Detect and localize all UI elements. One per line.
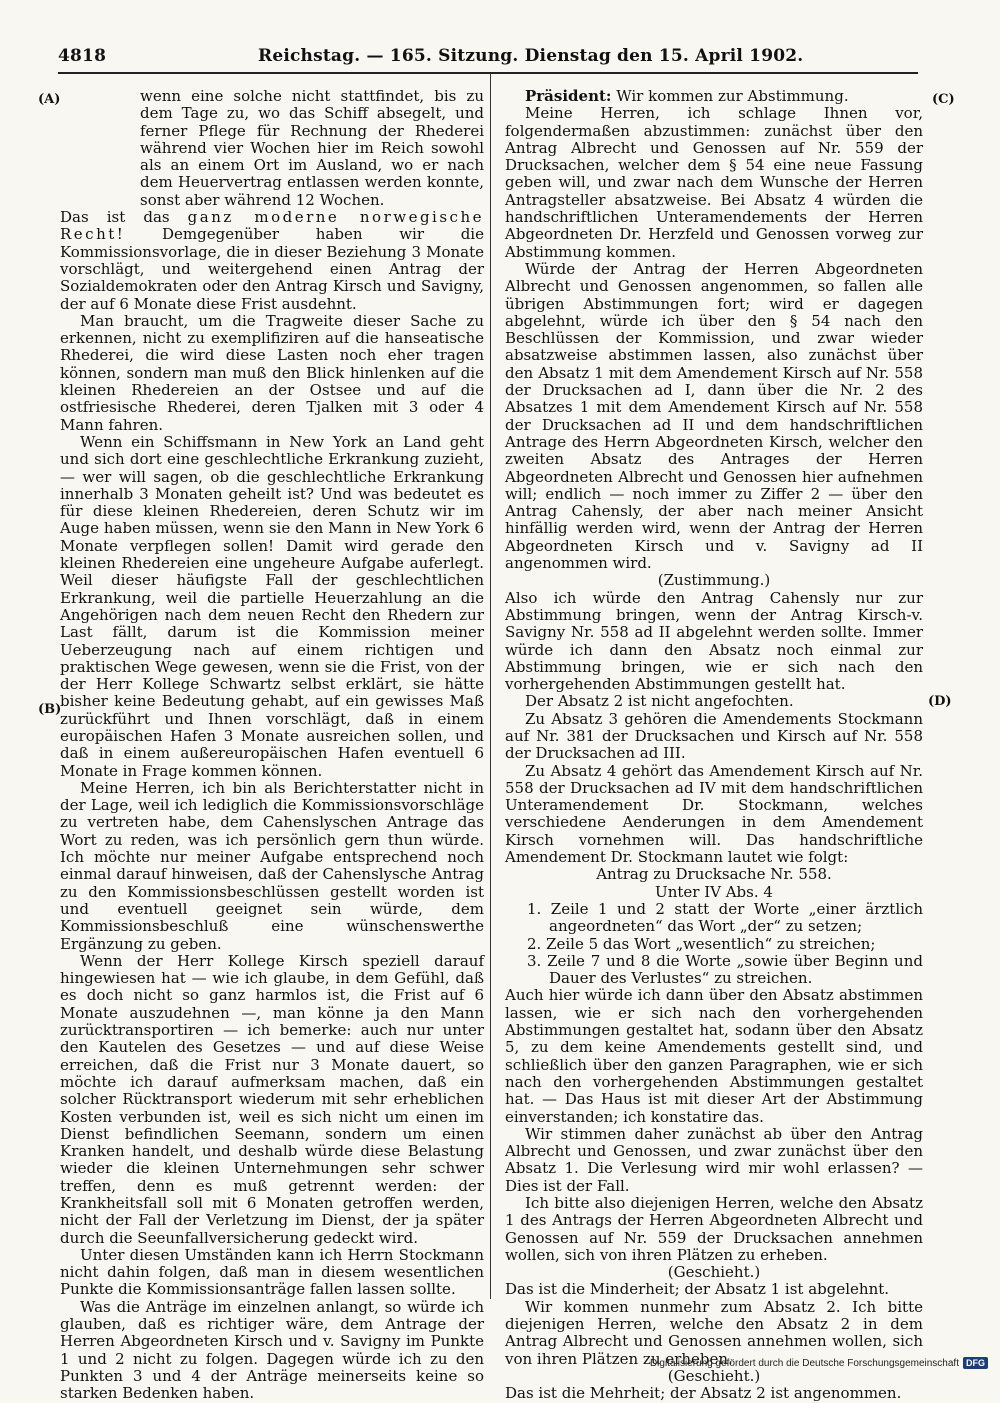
amendment-heading: Antrag zu Drucksache Nr. 558. xyxy=(596,865,832,884)
left-column xyxy=(60,88,484,1403)
running-title: Reichstag. — 165. Sitzung. Dienstag den 15. April 1902. xyxy=(258,46,804,66)
paragraph: Wir stimmen daher zunächst ab über den Antrag Albrecht und Genossen, und zwar zunächst über den Absatz 1. Die Verlesung wird mir wohl erlassen? — Dies ist der Fall. xyxy=(505,1124,923,1195)
paragraph: Unter diesen Umständen kann ich Herrn Stockmann nicht dahin folgen, daß man in diesem wesentlichen Punkte die Kommissionsanträge fallen lassen sollte. xyxy=(60,1245,484,1299)
credit-text: Digitalisierung gefördert durch die Deutsche Forschungsgemeinschaft xyxy=(649,1357,959,1369)
right-column xyxy=(505,88,923,1403)
margin-marker-a: (A) xyxy=(38,92,61,107)
column-divider xyxy=(490,74,491,1299)
quoted-law-text: wenn eine solche nicht stattfindet, bis zu dem Tage zu, wo das Schiff absegelt, und ferner Pflege für Rechnung der Rhederei während vier Wochen hier im Reich sowohl als an einem Ort im Ausland, wo er nach dem Heuervertrag entlassen werden konnte, sonst aber während 12 Wochen. xyxy=(140,87,484,209)
paragraph: Wenn der Herr Kollege Kirsch speziell darauf hingewiesen hat — wie ich glaube, in dem Gefühl, daß es doch nicht so ganz harmlos ist, die Frist auf 6 Monate auszudehnen —, man könne ja den Mann zurücktransportiren — ich bemerke: auch nur unter den Kautelen des Gesetzes — und auf diese Weise erreichen, daß die Frist nur 3 Monate dauert, so möchte ich darauf aufmerksam machen, daß ein solcher Rücktransport wiederum mit sehr erheblichen Kosten verbunden ist, weil es sich nicht um einen im Dienst befindlichen Seemann, sondern um einen Kranken handelt, und deshalb würde diese Belastung wieder die kleinen Unternehmungen sehr schwer treffen, denn es muß getrennt werden: der Krankheitsfall soll mit 6 Monaten getroffen werden, nicht der Fall der Verletzung im Dienst, der ja später durch die Seeunfallversicherung gedeckt wird. xyxy=(60,951,484,1247)
paragraph: Was die Anträge im einzelnen anlangt, so würde ich glauben, daß es richtiger wäre, dem Antrage der Herren Abgeordneten Kirsch und v. Savigny im Punkte 1 und 2 nicht zu folgen. Dagegen würde ich zu den Punkten 3 und 4 der Anträge meinerseits keine so starken Bedenken haben. xyxy=(60,1297,484,1403)
paragraph: Ich bitte also diejenigen Herren, welche den Absatz 1 des Antrags der Herren Abgeordneten Albrecht und Genossen auf Nr. 559 der Drucksachen annehmen wollen, sich von ihren Plätzen zu erheben. xyxy=(505,1194,923,1264)
margin-marker-d: (D) xyxy=(928,694,952,709)
paragraph xyxy=(60,209,484,313)
paragraph: Zu Absatz 4 gehört das Amendement Kirsch auf Nr. 558 der Drucksachen ad IV mit dem handschriftlichen Unteramendement Dr. Stockmann, welches verschiedene Aenderungen in dem Amendement Kirsch vornehmen will. Das handschriftliche Amendement Dr. Stockmann lautet wie folgt: xyxy=(505,761,923,867)
paragraph: Wenn ein Schiffsmann in New York an Land geht und sich dort eine geschlechtliche Erkrankung zuzieht, — wer will sagen, ob die geschlechtliche Erkrankung innerhalb 3 Monaten geheilt ist? Und was bedeutet es für diese kleinen Rhedereien, deren Schutz wir im Auge haben müssen, wenn sie den Mann in New York 6 Monate verpflegen sollen! Damit wird gerade den kleinen Rhedereien eine ungeheure Aufgabe auferlegt. Weil dieser häufigste Fall der geschlechtlichen Erkrankung, weil die partielle Heuerzahlung an die Angehörigen nach dem neuen Recht den Rhedern zur Last fällt, darum ist die Kommission meiner Ueberzeugung nach auf einem richtigen und praktischen Wege gewesen, wenn sie die Frist, von der der Herr Kollege Schwartz selbst erklärt, sie hätte bisher keine Bedeutung gehabt, auf ein gewisses Maß zurückführt und Ihnen vorschlägt, daß in einem europäischen Hafen 3 Monate ausreichen sollen, und daß in einem außereuropäischen Hafen eventuell 6 Monate in Frage kommen können. xyxy=(60,432,484,780)
speaker-name: Präsident: xyxy=(525,87,612,105)
amendment-item: 1. Zeile 1 und 2 statt der Worte „einer ärztlich angeordneten“ das Wort „der“ zu setzen; xyxy=(527,899,923,936)
page-number: 4818 xyxy=(58,46,107,66)
interjection: (Geschieht.) xyxy=(667,1366,761,1385)
dfg-logo: DFG xyxy=(963,1357,988,1369)
margin-marker-c: (C) xyxy=(932,92,955,107)
text-run: Wir kommen zur Abstimmung. xyxy=(611,87,849,105)
interjection: (Geschieht.) xyxy=(667,1263,761,1282)
paragraph: Wir kommen nunmehr zum Absatz 2. Ich bitte diejenigen Herren, welche den Absatz 2 in dem Antrag Albrecht und Genossen annehmen wollen, sich von ihren Plätzen zu erheben. xyxy=(505,1297,923,1368)
text-run: Das ist das xyxy=(60,208,170,227)
page-header xyxy=(58,44,918,70)
paragraph: Der Absatz 2 ist nicht angefochten. xyxy=(525,692,794,711)
paragraph: Auch hier würde ich dann über den Absatz abstimmen lassen, wie er sich nach den vorhergehenden Abstimmungen gestaltet hat, sodann über den Absatz 5, zu dem keine Amendements gestellt sind, und schließlich über den ganzen Paragraphen, wie er sich nach den vorhergehenden Abstimmungen gestaltet hat. — Das Haus ist mit dieser Art der Abstimmung einverstanden; ich konstatire das. xyxy=(505,986,923,1126)
paragraph: Also ich würde den Antrag Cahensly nur zur Abstimmung bringen, wenn der Antrag Kirsch-v. Savigny Nr. 558 ad II abgelehnt werden sollte. Immer würde ich dann den Absatz noch einmal zur Abstimmung bringen, wie er sich nach den vorhergehenden Abstimmungen gestellt hat. xyxy=(505,588,923,694)
paragraph: Zu Absatz 3 gehören die Amendements Stockmann auf Nr. 381 der Drucksachen und Kirsch auf Nr. 558 der Drucksachen ad III. xyxy=(505,709,923,763)
paragraph: Man braucht, um die Tragweite dieser Sache zu erkennen, nicht zu exemplifiziren auf die hanseatische Rhederei, die wird diese Lasten noch eher tragen können, sondern man muß den Blick hinlenken auf die kleinen Rhedereien an der Ostsee und auf die ostfriesische Rhederei, deren Tjalken mit 3 oder 4 Mann fahren. xyxy=(60,311,484,434)
amendment-item: 2. Zeile 5 das Wort „wesentlich“ zu streichen; xyxy=(527,934,876,953)
paragraph xyxy=(505,88,923,105)
margin-marker-b: (B) xyxy=(38,702,62,717)
amendment-item: 3. Zeile 7 und 8 die Worte „sowie über Beginn und Dauer des Verlustes“ zu streichen. xyxy=(527,951,923,988)
paragraph: Würde der Antrag der Herren Abgeordneten Albrecht und Genossen angenommen, so fallen alle übrigen Abstimmungen fort; wird er dagegen abgelehnt, würde ich über den § 54 nach den Beschlüssen der Kommission, und zwar wieder absatzweise abstimmen lassen, also zunächst über den Absatz 1 mit dem Amendement Kirsch auf Nr. 558 der Drucksachen ad I, dann über die Nr. 2 des Absatzes 1 mit dem Amendement Kirsch auf Nr. 558 der Drucksachen ad II und dem handschriftlichen Antrage des Herrn Abgeordneten Kirsch, welcher den zweiten Absatz des Antrages der Herren Abgeordneten Albrecht und Genossen hier aufnehmen will; endlich — noch immer zu Ziffer 2 — über den Antrag Cahensly, der aber nach meiner Ansicht hinfällig werden wird, wenn der Antrag der Herren Abgeordneten Kirsch und v. Savigny ad II angenommen wird. xyxy=(505,259,923,573)
header-rule xyxy=(58,72,918,74)
paragraph: Meine Herren, ich bin als Berichterstatter nicht in der Lage, weil ich lediglich die Kommissionsvorschläge zu vertreten habe, dem Cahenslyschen Antrage das Wort zu reden, was ich persönlich gern thun würde. Ich möchte nur meiner Aufgabe entsprechend noch einmal darauf hinweisen, daß der Cahenslysche Antrag zu den Kommissionsbeschlüssen gestellt worden ist und eventuell geeignet sein würde, dem Kommissionsbeschluß eine wünschenswerthe Ergänzung zu geben. xyxy=(60,778,484,953)
paragraph: Das ist die Mehrheit; der Absatz 2 ist angenommen. xyxy=(505,1384,902,1403)
emphasis-text: ganz moderne norwegische Recht! xyxy=(60,208,484,244)
paragraph: Meine Herren, ich schlage Ihnen vor, folgendermaßen abzustimmen: zunächst über den Antrag Albrecht und Genossen auf Nr. 559 der Drucksachen, welcher dem § 54 eine neue Fassung geben will, und zwar nach dem Wunsche der Herren Antragsteller absatzweise. Bei Absatz 4 würden die handschriftlichen Unteramendements der Herren Abgeordneten Dr. Herzfeld und Genossen vorweg zur Abstimmung kommen. xyxy=(505,104,923,261)
interjection: (Zustimmung.) xyxy=(657,571,771,590)
amendment-subheading: Unter IV Abs. 4 xyxy=(655,882,773,901)
digitization-credit xyxy=(650,1357,988,1369)
text-run: Demgegenüber haben wir die Kommissionsvorlage, die in dieser Beziehung 3 Monate vorschlägt, und weitergehend einen Antrag der Sozialdemokraten oder den Antrag Kirsch und Savigny, der auf 6 Monate diese Frist ausdehnt. xyxy=(60,225,484,313)
paragraph: Das ist die Minderheit; der Absatz 1 ist abgelehnt. xyxy=(505,1280,890,1299)
